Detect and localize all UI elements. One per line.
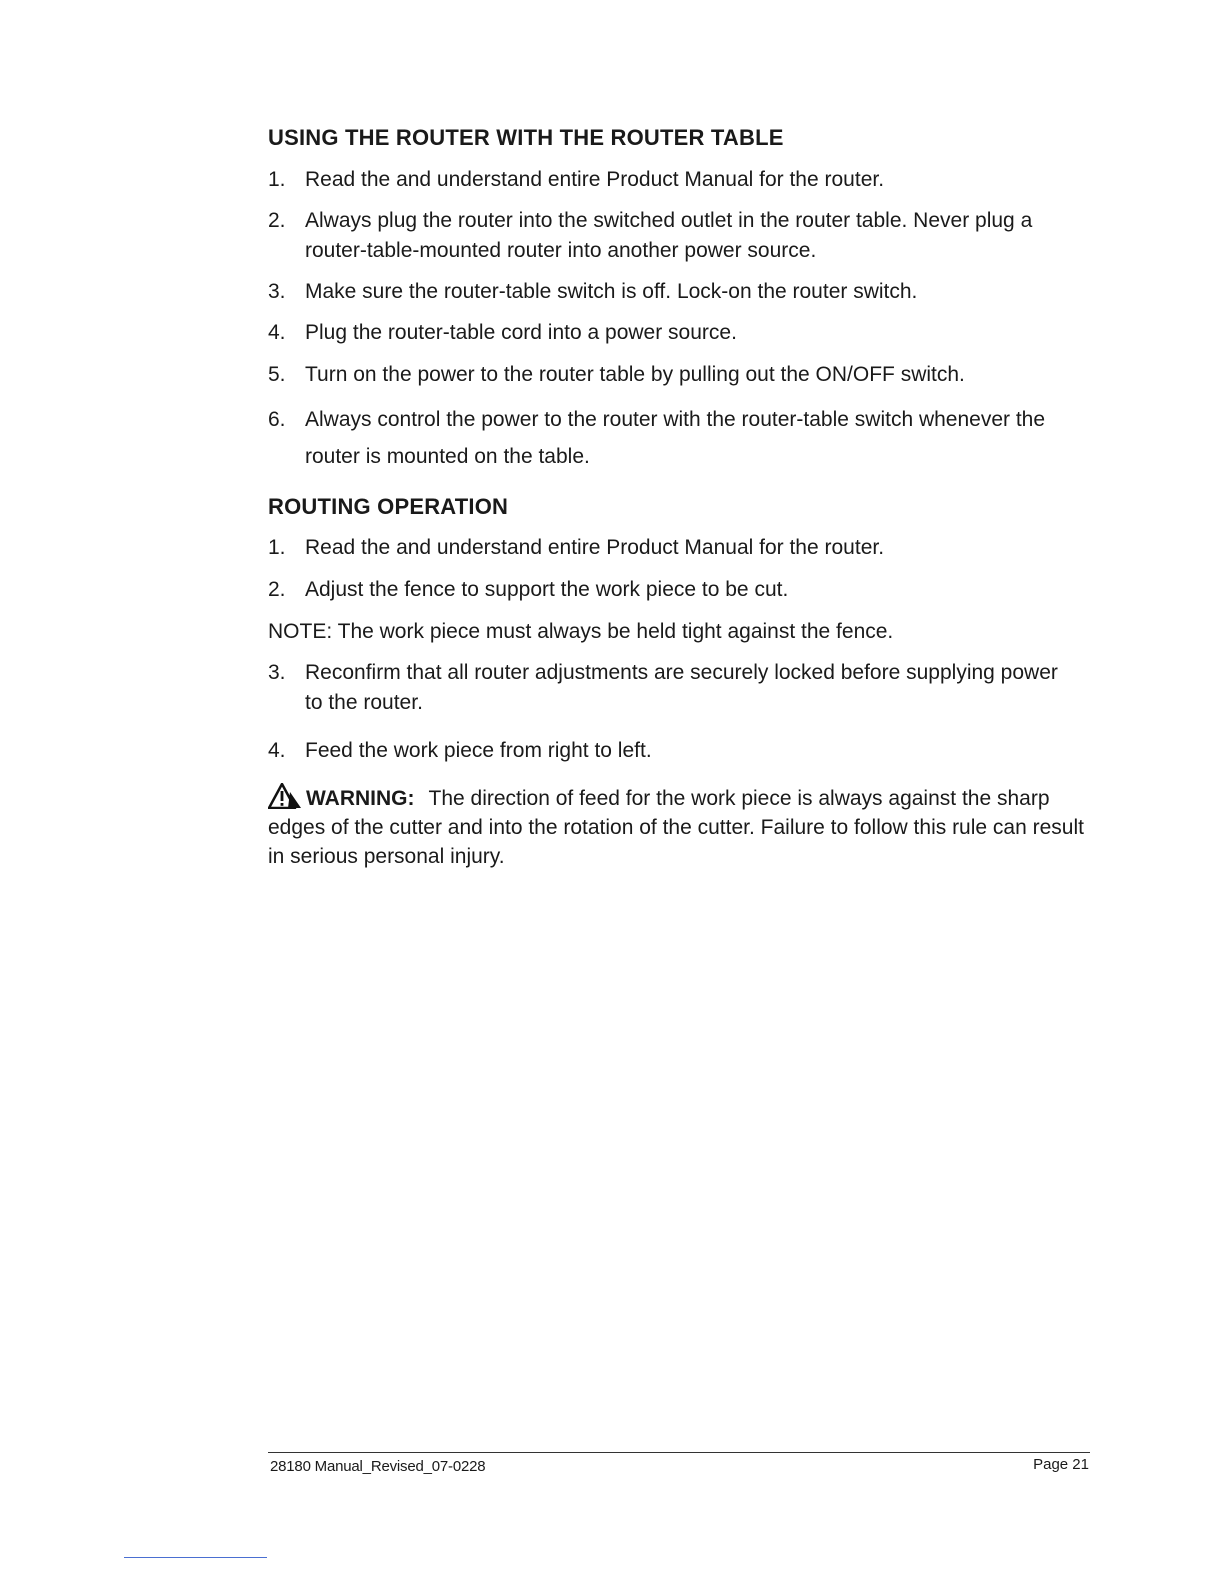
list-item: [268, 318, 1088, 348]
warning-label: WARNING:: [306, 787, 415, 810]
section-title-routing-operation: ROUTING OPERATION: [268, 494, 509, 519]
list-number: 2.: [268, 578, 286, 601]
list-item: [268, 165, 1088, 195]
list-number: 2.: [268, 209, 286, 232]
list-text: Read the and understand entire Product Manual for the router.: [305, 168, 885, 191]
list-item: [268, 575, 1088, 605]
list-item: [268, 658, 1058, 718]
footer-document-id: 28180 Manual_Revised_07-0228: [270, 1458, 486, 1475]
list-item: [268, 401, 1078, 475]
list-text: Adjust the fence to support the work piece to be cut.: [305, 578, 789, 601]
list-text: Read the and understand entire Product Manual for the router.: [305, 536, 885, 559]
warning-block: [268, 783, 1088, 871]
list-text: Feed the work piece from right to left.: [305, 739, 652, 762]
list-text: Plug the router-table cord into a power source.: [305, 321, 737, 344]
warning-text: The direction of feed for the work piece is always against the sharp edges of the cutter and into the rotation of the cutter. Failure to follow this rule can result in serious personal injury.: [268, 787, 1084, 868]
list-number: 3.: [268, 280, 286, 303]
list-text: Make sure the router-table switch is off. Lock-on the router switch.: [305, 280, 918, 303]
list-number: 1.: [268, 168, 286, 191]
list-text: Always control the power to the router with the router-table switch whenever the router is mounted on the table.: [305, 408, 1046, 468]
list-number: 4.: [268, 739, 286, 762]
warning-triangle-icon: [268, 783, 302, 809]
list-item: [268, 277, 1088, 307]
list-item: [268, 736, 1088, 766]
section-title-router-table: USING THE ROUTER WITH THE ROUTER TABLE: [268, 125, 784, 150]
note-text: NOTE: The work piece must always be held tight against the fence.: [268, 620, 894, 643]
list-text: Reconfirm that all router adjustments are securely locked before supplying power to the router.: [305, 661, 1058, 714]
list-text: Always plug the router into the switched outlet in the router table. Never plug a router-table-mounted router into another power source.: [305, 209, 1033, 262]
list-item: [268, 360, 1088, 390]
bottom-edge-line: [124, 1557, 267, 1558]
list-item: [268, 206, 1078, 266]
list-number: 1.: [268, 536, 286, 559]
list-number: 6.: [268, 408, 286, 431]
list-number: 4.: [268, 321, 286, 344]
list-number: 5.: [268, 363, 286, 386]
footer-page-number: Page 21: [1033, 1456, 1089, 1473]
list-number: 3.: [268, 661, 286, 684]
footer-divider: [268, 1452, 1090, 1453]
list-item: [268, 533, 1088, 563]
list-text: Turn on the power to the router table by pulling out the ON/OFF switch.: [305, 363, 965, 386]
